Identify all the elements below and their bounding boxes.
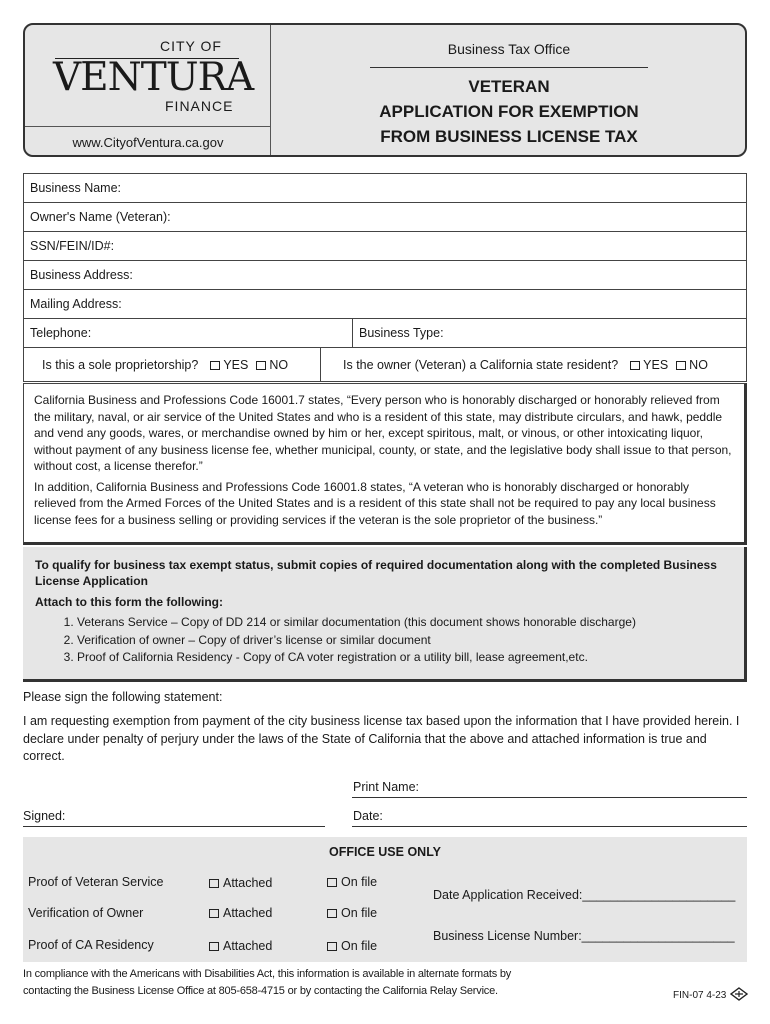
- print-name-line[interactable]: [352, 797, 747, 798]
- mailing-address-label: Mailing Address:: [30, 297, 122, 311]
- owner-verification-label: Verification of Owner: [28, 906, 144, 920]
- resident-question: [321, 348, 708, 381]
- qualify-heading: To qualify for business tax exempt status, submit copies of required documentation along with the completed Business License Application: [35, 558, 717, 588]
- veteran-onfile-option[interactable]: [327, 875, 377, 889]
- logo-city-text: CITY OF: [160, 38, 222, 54]
- on-file-label: On file: [341, 906, 378, 920]
- logo-ventura-text: VENTURA: [53, 55, 254, 100]
- office-use-box: [23, 837, 747, 962]
- on-file-label: On file: [341, 939, 378, 953]
- checkbox-icon: [327, 942, 337, 951]
- attached-label: Attached: [223, 939, 273, 953]
- sole-prop-no-label: NO: [269, 357, 289, 372]
- veteran-attached-option[interactable]: [209, 876, 272, 890]
- sign-intro: Please sign the following statement:: [23, 690, 223, 704]
- license-number-field[interactable]: Business License Number:______________________: [433, 929, 735, 943]
- checkbox-icon: [209, 909, 219, 918]
- ssn-label: SSN/FEIN/ID#:: [30, 239, 115, 253]
- sole-prop-label: Is this a sole proprietorship?: [42, 357, 199, 372]
- signature-line[interactable]: [23, 826, 325, 827]
- business-address-label: Business Address:: [30, 268, 133, 282]
- resident-yes-checkbox[interactable]: [630, 361, 640, 370]
- checkbox-icon: [327, 878, 337, 887]
- veteran-service-label: Proof of Veteran Service: [28, 875, 164, 889]
- website-url: www.CityofVentura.ca.gov: [72, 135, 224, 150]
- attach-heading: Attach to this form the following:: [35, 595, 223, 609]
- owner-name-field[interactable]: [24, 203, 746, 232]
- ada-line-2: contacting the Business License Office at 805-658-4715 or by contacting the California Relay Service.: [23, 985, 498, 997]
- legal-code-box: [23, 383, 747, 545]
- attached-label: Attached: [223, 876, 273, 890]
- owner-onfile-option[interactable]: [327, 906, 377, 920]
- title-line-2: APPLICATION FOR EXEMPTION: [379, 102, 639, 121]
- code-paragraph-2: In addition, California Business and Professions Code 16001.8 states, “A veteran who is honorably discharged or honorably relieved from the Armed Forces of the United States and is a resident of this state shall not be required to pay any local business license fees for a business selling or providing services if the veteran is the sole proprietor of the business.”: [34, 479, 716, 527]
- telephone-label: Telephone:: [30, 326, 92, 340]
- form-number: [673, 990, 726, 1001]
- recycle-icon: [730, 987, 748, 1001]
- question-row: [24, 348, 746, 381]
- checkbox-icon: [209, 942, 219, 951]
- ssn-field[interactable]: [24, 232, 746, 261]
- resident-label: Is the owner (Veteran) a California state resident?: [343, 357, 619, 372]
- applicant-info-table: [23, 173, 747, 382]
- required-documents-list: [35, 614, 732, 667]
- residency-label: Proof of CA Residency: [28, 938, 154, 952]
- checkbox-icon: [209, 879, 219, 888]
- mailing-address-field[interactable]: [24, 290, 746, 319]
- form-title: [271, 74, 747, 149]
- form-header: [23, 23, 747, 157]
- owner-attached-option[interactable]: [209, 906, 272, 920]
- office-name: Business Tax Office: [447, 41, 571, 57]
- attached-label: Attached: [223, 906, 273, 920]
- qualification-box: [23, 547, 747, 682]
- signed-label: Signed:: [23, 809, 66, 823]
- ada-notice: [23, 966, 511, 1000]
- title-line-3: FROM BUSINESS LICENSE TAX: [380, 127, 638, 146]
- sole-prop-question: [24, 348, 321, 381]
- city-logo: [25, 25, 271, 155]
- resident-yes-label: YES: [643, 357, 669, 372]
- logo-finance-text: FINANCE: [165, 98, 234, 114]
- date-label: Date:: [353, 809, 383, 823]
- code-paragraph-1: California Business and Professions Code 16001.7 states, “Every person who is honorably discharged or honorably relieved from the military, naval, or air service of the United States and who is a resident of this state, may distribute circulars, and hawk, peddle and vend any goods, wares, or merchandise owned by him or her, except spiritous, malt, or vinous, or other intoxicating liquor, without payment of any business license fee, whether municipal, county, or state, and the legislative body shall issue to that person, without cost, a license therefor.”: [34, 393, 732, 473]
- list-item: 2. Verification of owner – Copy of driver’s license or similar document: [77, 632, 732, 650]
- sole-prop-no-checkbox[interactable]: [256, 361, 266, 370]
- declaration-statement: I am requesting exemption from payment of the city business license tax based upon the information that I have provided herein. I declare under penalty of perjury under the laws of the State of California that the above and attached information is true and correct.: [23, 714, 740, 763]
- ada-line-1: In compliance with the Americans with Disabilities Act, this information is available in alternate formats by: [23, 968, 512, 980]
- resident-no-label: NO: [689, 357, 708, 372]
- residency-attached-option[interactable]: [209, 939, 272, 953]
- title-line-1: VETERAN: [468, 77, 550, 96]
- owner-name-label: Owner's Name (Veteran):: [30, 210, 171, 224]
- list-item: 3. Proof of California Residency - Copy of CA voter registration or a utility bill, lease agreement,etc.: [77, 649, 732, 667]
- resident-no-checkbox[interactable]: [676, 361, 686, 370]
- checkbox-icon: [327, 909, 337, 918]
- sole-prop-yes-checkbox[interactable]: [210, 361, 220, 370]
- telephone-field[interactable]: [24, 319, 353, 347]
- print-name-label: Print Name:: [353, 780, 419, 794]
- on-file-label: On file: [341, 875, 378, 889]
- residency-onfile-option[interactable]: [327, 939, 377, 953]
- office-use-title: OFFICE USE ONLY: [328, 845, 442, 859]
- business-address-field[interactable]: [24, 261, 746, 290]
- list-item: 1. Veterans Service – Copy of DD 214 or similar documentation (this document shows honorable discharge): [77, 614, 732, 632]
- date-line[interactable]: [352, 826, 747, 827]
- business-type-field[interactable]: [353, 319, 444, 347]
- business-type-label: Business Type:: [359, 326, 444, 340]
- business-name-label: Business Name:: [30, 181, 122, 195]
- business-name-field[interactable]: [24, 174, 746, 203]
- phone-type-row: [24, 319, 746, 348]
- form-number-text: FIN-07 4-23: [673, 990, 727, 1001]
- sole-prop-yes-label: YES: [223, 357, 249, 372]
- date-received-field[interactable]: Date Application Received:______________________: [433, 888, 736, 902]
